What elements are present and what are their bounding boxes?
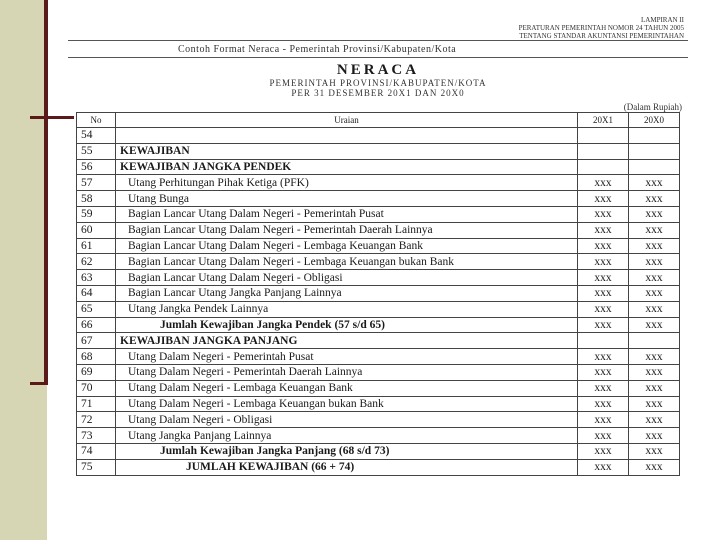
row-value-20x0 [629, 159, 680, 175]
col-header-uraian: Uraian [116, 113, 578, 128]
slide-accent-foot [30, 382, 48, 385]
row-number: 63 [77, 270, 116, 286]
row-number: 57 [77, 175, 116, 191]
row-label: Utang Dalam Negeri - Pemerintah Pusat [116, 349, 578, 365]
col-header-20x1: 20X1 [578, 113, 629, 128]
col-header-20x0: 20X0 [629, 113, 680, 128]
row-label: KEWAJIBAN JANGKA PANJANG [116, 333, 578, 349]
row-value-20x1: xxx [578, 364, 629, 380]
table-row [77, 459, 680, 475]
table-header-row [77, 113, 680, 128]
row-number: 61 [77, 238, 116, 254]
row-value-20x1: xxx [578, 206, 629, 222]
table-row [77, 428, 680, 444]
row-value-20x0 [629, 143, 680, 159]
table-row [77, 301, 680, 317]
row-value-20x1: xxx [578, 222, 629, 238]
row-label: KEWAJIBAN JANGKA PENDEK [116, 159, 578, 175]
row-value-20x1: xxx [578, 238, 629, 254]
table-row [77, 317, 680, 333]
row-label: Utang Dalam Negeri - Pemerintah Daerah Lainnya [116, 364, 578, 380]
balance-sheet-table [76, 112, 680, 476]
row-value-20x0: xxx [629, 412, 680, 428]
row-value-20x0: xxx [629, 364, 680, 380]
row-number: 70 [77, 380, 116, 396]
row-label: Utang Jangka Pendek Lainnya [116, 301, 578, 317]
row-value-20x1: xxx [578, 380, 629, 396]
row-number: 60 [77, 222, 116, 238]
unit-label: (Dalam Rupiah) [623, 102, 682, 112]
row-value-20x0: xxx [629, 301, 680, 317]
row-label: Bagian Lancar Utang Jangka Panjang Lainnya [116, 285, 578, 301]
row-label: Bagian Lancar Utang Dalam Negeri - Obligasi [116, 270, 578, 286]
header-line-1: LAMPIRAN II [641, 16, 684, 24]
table-row [77, 128, 680, 144]
row-label: Bagian Lancar Utang Dalam Negeri - Lembaga Keuangan bukan Bank [116, 254, 578, 270]
row-value-20x0: xxx [629, 191, 680, 207]
row-number: 55 [77, 143, 116, 159]
row-value-20x0: xxx [629, 396, 680, 412]
row-value-20x0: xxx [629, 428, 680, 444]
row-number: 54 [77, 128, 116, 144]
row-value-20x1: xxx [578, 459, 629, 475]
row-value-20x0: xxx [629, 285, 680, 301]
row-label: Utang Dalam Negeri - Lembaga Keuangan Bank [116, 380, 578, 396]
row-label: Bagian Lancar Utang Dalam Negeri - Lembaga Keuangan Bank [116, 238, 578, 254]
row-value-20x1 [578, 128, 629, 144]
row-value-20x1: xxx [578, 412, 629, 428]
row-value-20x0: xxx [629, 349, 680, 365]
table-row [77, 222, 680, 238]
row-label: Utang Jangka Panjang Lainnya [116, 428, 578, 444]
table-row [77, 270, 680, 286]
document-page [68, 12, 688, 488]
row-value-20x1: xxx [578, 270, 629, 286]
row-value-20x0: xxx [629, 317, 680, 333]
row-number: 62 [77, 254, 116, 270]
header-line-2: PERATURAN PEMERINTAH NOMOR 24 TAHUN 2005 [518, 24, 684, 32]
header-rule-bottom [68, 57, 688, 58]
row-number: 59 [77, 206, 116, 222]
row-label: JUMLAH KEWAJIBAN (66 + 74) [116, 459, 578, 475]
header-right-block [494, 16, 684, 40]
row-value-20x0 [629, 128, 680, 144]
row-value-20x0: xxx [629, 254, 680, 270]
row-number: 68 [77, 349, 116, 365]
row-number: 64 [77, 285, 116, 301]
table-row [77, 143, 680, 159]
row-label: Bagian Lancar Utang Dalam Negeri - Pemerintah Pusat [116, 206, 578, 222]
row-value-20x0: xxx [629, 380, 680, 396]
row-label: KEWAJIBAN [116, 143, 578, 159]
row-value-20x0: xxx [629, 270, 680, 286]
row-value-20x0: xxx [629, 222, 680, 238]
row-value-20x1: xxx [578, 443, 629, 459]
row-label: Jumlah Kewajiban Jangka Panjang (68 s/d 73) [116, 443, 578, 459]
table-row [77, 285, 680, 301]
row-value-20x0: xxx [629, 443, 680, 459]
row-value-20x1: xxx [578, 349, 629, 365]
row-value-20x1 [578, 159, 629, 175]
row-value-20x1: xxx [578, 317, 629, 333]
row-value-20x1: xxx [578, 175, 629, 191]
row-label: Utang Dalam Negeri - Obligasi [116, 412, 578, 428]
table-row [77, 254, 680, 270]
row-value-20x1: xxx [578, 396, 629, 412]
title-period: PER 31 DESEMBER 20X1 DAN 20X0 [291, 88, 465, 98]
table-row [77, 191, 680, 207]
row-value-20x1: xxx [578, 285, 629, 301]
table-row [77, 349, 680, 365]
table-row [77, 412, 680, 428]
row-label: Utang Perhitungan Pihak Ketiga (PFK) [116, 175, 578, 191]
row-number: 67 [77, 333, 116, 349]
row-value-20x0 [629, 333, 680, 349]
row-number: 72 [77, 412, 116, 428]
row-label: Jumlah Kewajiban Jangka Pendek (57 s/d 65) [116, 317, 578, 333]
row-label [116, 128, 578, 144]
slide-left-band [0, 0, 47, 540]
row-value-20x1: xxx [578, 301, 629, 317]
table-row [77, 333, 680, 349]
slide-accent-vertical [44, 0, 48, 384]
table-row [77, 159, 680, 175]
row-value-20x0: xxx [629, 175, 680, 191]
row-label: Utang Bunga [116, 191, 578, 207]
row-number: 66 [77, 317, 116, 333]
header-rule-top [68, 40, 688, 41]
row-value-20x0: xxx [629, 459, 680, 475]
row-number: 71 [77, 396, 116, 412]
table-row [77, 443, 680, 459]
row-value-20x1: xxx [578, 191, 629, 207]
row-value-20x1: xxx [578, 254, 629, 270]
row-number: 73 [77, 428, 116, 444]
document-title: NERACA [336, 62, 420, 78]
header-line-3: TENTANG STANDAR AKUNTANSI PEMERINTAHAN [519, 32, 684, 40]
row-value-20x0: xxx [629, 206, 680, 222]
table-row [77, 396, 680, 412]
title-entity: PEMERINTAH PROVINSI/KABUPATEN/KOTA [269, 78, 487, 88]
row-number: 69 [77, 364, 116, 380]
col-header-no: No [77, 113, 116, 128]
table-row [77, 206, 680, 222]
row-label: Utang Dalam Negeri - Lembaga Keuangan bukan Bank [116, 396, 578, 412]
row-number: 75 [77, 459, 116, 475]
row-label: Bagian Lancar Utang Dalam Negeri - Pemerintah Daerah Lainnya [116, 222, 578, 238]
row-value-20x1 [578, 333, 629, 349]
row-number: 74 [77, 443, 116, 459]
row-value-20x0: xxx [629, 238, 680, 254]
row-number: 56 [77, 159, 116, 175]
table-row [77, 380, 680, 396]
row-number: 58 [77, 191, 116, 207]
row-value-20x1: xxx [578, 428, 629, 444]
table-row [77, 238, 680, 254]
format-subtitle: Contoh Format Neraca - Pemerintah Provinsi/Kabupaten/Kota [178, 44, 457, 55]
row-value-20x1 [578, 143, 629, 159]
table-body [77, 128, 680, 476]
table-row [77, 175, 680, 191]
table-row [77, 364, 680, 380]
row-number: 65 [77, 301, 116, 317]
